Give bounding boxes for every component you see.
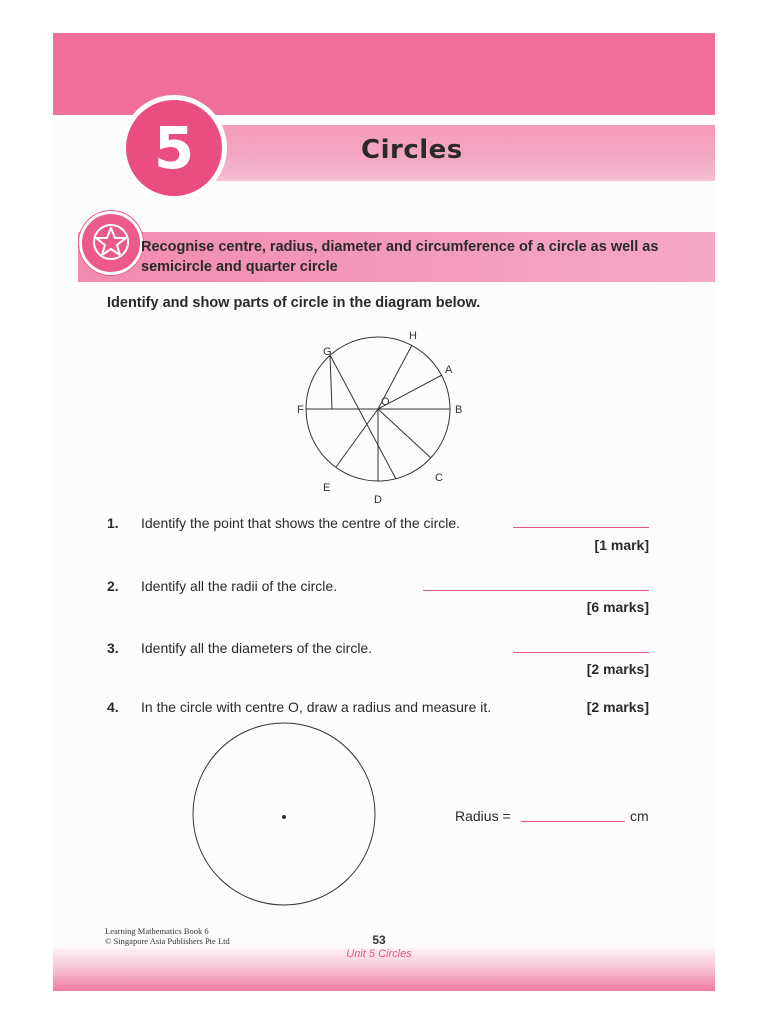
marks-4: [2 marks] (586, 699, 649, 715)
label-g: G (323, 346, 332, 358)
question-text: Identify all the diameters of the circle. (141, 640, 373, 656)
question-text: Identify the point that shows the centre of the circle. (141, 515, 461, 531)
marks-3: [2 marks] (586, 661, 649, 677)
label-h: H (409, 330, 417, 342)
label-c: C (435, 472, 443, 484)
radius-oc (378, 409, 431, 458)
question-number: 3. (107, 640, 119, 656)
circle-diagram (283, 321, 483, 507)
label-d: D (374, 494, 382, 506)
label-b: B (455, 404, 463, 416)
label-a: A (445, 364, 453, 376)
drawing-circle[interactable] (191, 721, 377, 907)
learning-objective: Recognise centre, radius, diameter and circumference of a circle as well as semicircle and quarter circle (141, 239, 659, 275)
marks-2: [6 marks] (586, 599, 649, 615)
centre-point (282, 815, 286, 819)
page-number: 53 (372, 933, 386, 947)
book-title: Learning Mathematics Book 6 (105, 926, 209, 936)
publisher: © Singapore Asia Publishers Pte Ltd (105, 936, 230, 946)
footer-unit-name: Unit 5 Circles (346, 948, 412, 960)
question-text: In the circle with centre O, draw a radius and measure it. (141, 699, 492, 715)
question-number: 1. (107, 515, 119, 531)
star-icon (79, 211, 143, 275)
answer-line-1[interactable] (513, 527, 649, 528)
workbook-page (53, 33, 715, 991)
label-f: F (297, 404, 304, 416)
radius-answer-line[interactable] (521, 821, 625, 822)
radius-unit: cm (630, 808, 649, 824)
instruction-text: Identify and show parts of circle in the diagram below. (107, 295, 481, 311)
chapter-title: Circles (361, 135, 463, 165)
radius-oe (336, 409, 378, 467)
question-number: 2. (107, 578, 119, 594)
footer-credits (105, 926, 230, 946)
answer-line-3[interactable] (513, 652, 649, 653)
question-number: 4. (107, 699, 119, 715)
label-e: E (323, 482, 331, 494)
marks-1: [1 mark] (594, 537, 649, 553)
answer-line-2[interactable] (423, 590, 649, 591)
diameter-ge (330, 355, 332, 409)
unit-number-badge: 5 (126, 100, 222, 196)
radius-label: Radius = (455, 808, 511, 824)
question-text: Identify all the radii of the circle. (141, 578, 338, 594)
label-o: O (381, 396, 390, 408)
